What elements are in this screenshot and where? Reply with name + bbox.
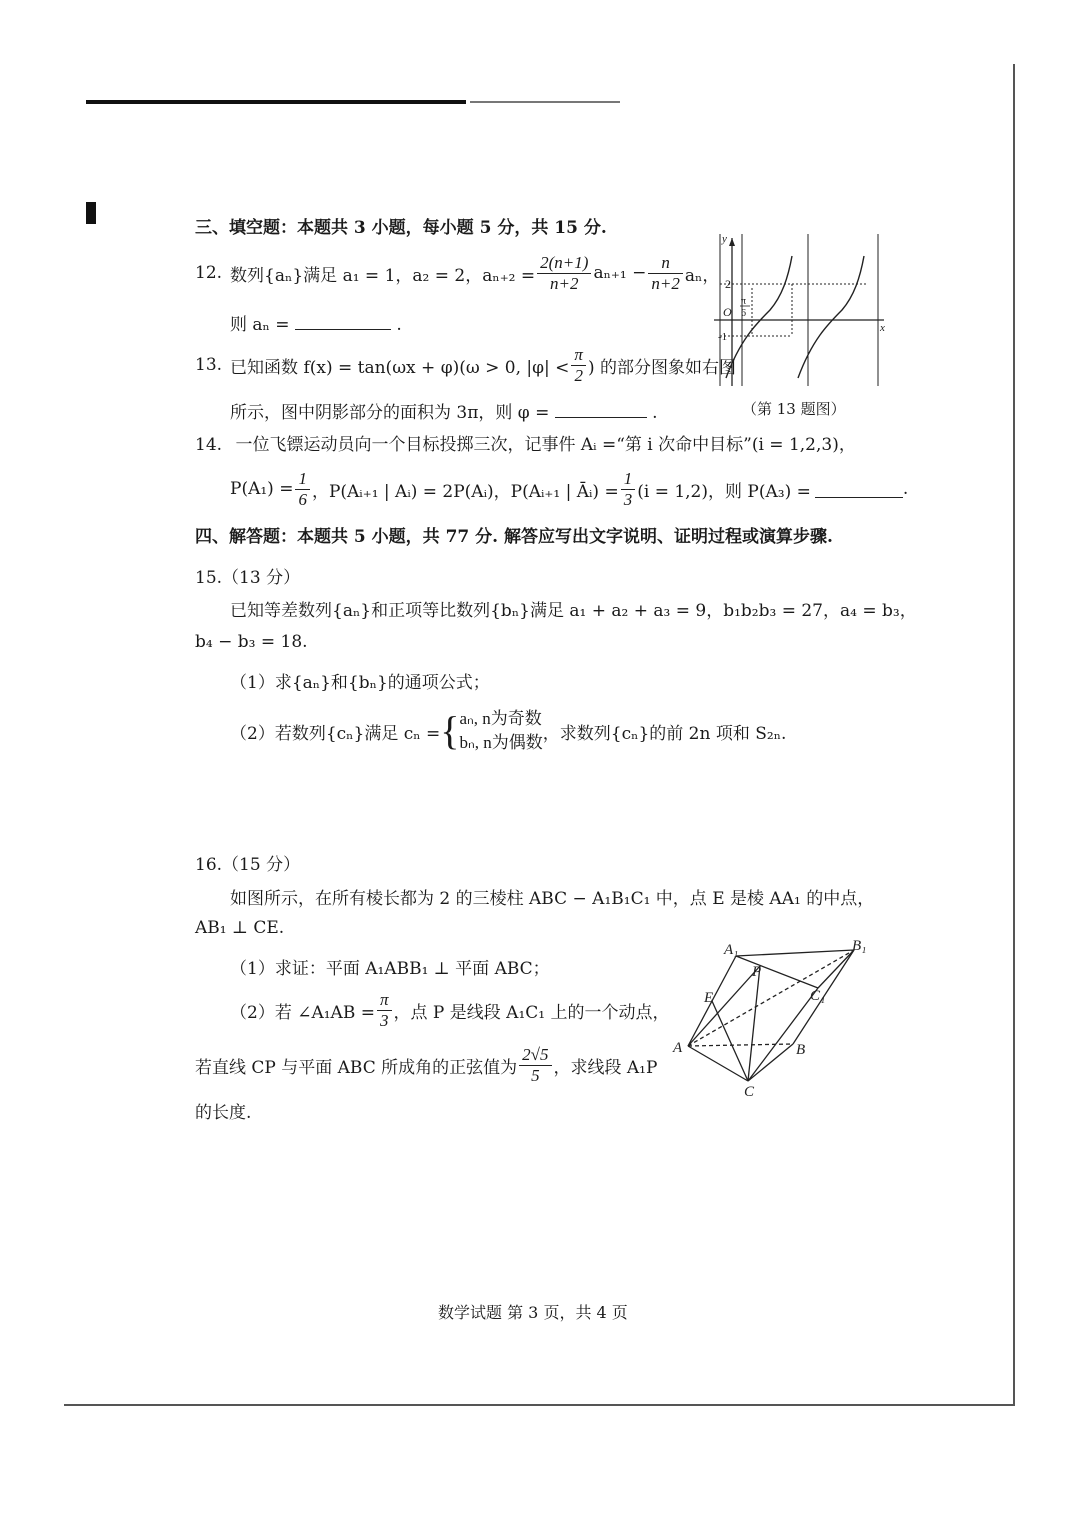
q13-caption: （第 13 题图） [742, 400, 846, 418]
q14-p2-den: 3 [623, 489, 633, 509]
bottom-border [64, 1404, 1015, 1406]
q15-part2-pre: （2）若数列{cₙ}满足 cₙ = [230, 723, 441, 744]
q12-line2: 则 aₙ = [230, 315, 290, 335]
q16-number: 16.（15 分） [195, 855, 301, 875]
q16-part2 [230, 986, 669, 1034]
q13-blank [555, 401, 647, 418]
q16-part2-den: 3 [380, 1010, 389, 1030]
q14-p1-num: 1 [295, 469, 310, 490]
q12-blank [295, 313, 391, 330]
graph-tick-pi: π [741, 296, 747, 307]
q14-mid: ，P(Aᵢ₊₁ | Aᵢ) = 2P(Aᵢ)，P(Aᵢ₊₁ | Āᵢ) = [311, 481, 619, 502]
graph-x-label: x [880, 322, 885, 334]
q12-mid: aₙ₊₁ − [593, 263, 647, 283]
graph-tick-2: 2 [725, 277, 731, 291]
q15-case-odd: aₙ, n为奇数 [459, 709, 542, 728]
q14-fraction-2 [621, 469, 636, 510]
section3-heading: 三、填空题：本题共 3 小题，每小题 5 分，共 15 分. [195, 218, 607, 238]
top-rule-faint [470, 101, 620, 103]
fig-label-C1: C₁ [810, 988, 826, 1004]
q14-tail: (i = 1,2)，则 P(A₃) = [637, 481, 811, 502]
q15-part2 [230, 706, 786, 756]
q13-line2: 所示，图中阴影部分的面积为 3π，则 φ = [230, 403, 550, 423]
q12-frac1-num: 2(n+1) [537, 253, 591, 274]
fig-label-A1: A₁ [724, 942, 739, 958]
q13-text1: 已知函数 f(x) = tan(ωx + φ)(ω > 0, |φ| < [230, 357, 570, 378]
q14-p1-left: P(A₁) = [230, 479, 294, 499]
q16-part2-fraction [377, 990, 392, 1031]
q13-text2: ) 的部分图象如右图 [587, 357, 736, 378]
fig-label-E: E [704, 990, 714, 1006]
q16-line2: AB₁ ⊥ CE. [195, 918, 285, 938]
q16-line5-num: 2√5 [519, 1045, 551, 1066]
q16-part2-post: ，点 P 是线段 A₁C₁ 上的一个动点， [393, 1002, 670, 1023]
q14-line2 [230, 466, 908, 512]
q15-part1: （1）求{aₙ}和{bₙ}的通项公式； [230, 673, 490, 693]
graph-y-label: y [722, 233, 727, 245]
q16-line5 [195, 1040, 657, 1090]
q12-frac2-den: n+2 [651, 273, 680, 293]
q14-p1-den: 6 [298, 489, 307, 509]
fig-label-P: P [752, 964, 762, 980]
q14-fraction-1 [295, 469, 310, 510]
q12-fraction-1 [537, 253, 591, 294]
q14-p2-num: 1 [621, 469, 636, 490]
q13-number: 13. [195, 355, 223, 375]
right-border [1013, 64, 1015, 1406]
q13-frac-den: 2 [574, 365, 583, 385]
q14-end: . [902, 479, 909, 499]
q15-brace: { [440, 708, 460, 753]
q15-case-even: bₙ, n为偶数 [459, 733, 543, 752]
q12-text: 数列{aₙ}满足 a₁ = 1，a₂ = 2，aₙ₊₂ = [230, 265, 536, 286]
fig-label-A: A [673, 1040, 683, 1056]
q15-cases [459, 707, 542, 755]
section4-heading: 四、解答题：本题共 5 小题，共 77 分. 解答应写出文字说明、证明过程或演算步骤. [195, 527, 833, 547]
margin-mark [86, 202, 96, 224]
q13-fraction [571, 345, 586, 386]
question-14 [195, 430, 856, 455]
graph-tick-neg1: -1 [718, 331, 728, 343]
q16-line1: 如图所示，在所有棱长都为 2 的三棱柱 ABC − A₁B₁C₁ 中，点 E 是棱 AA₁ 的中点， [230, 889, 875, 909]
q13-end: . [652, 403, 658, 423]
q16-line5-fraction [519, 1045, 551, 1086]
question-12 [195, 250, 719, 296]
q13-graph [712, 228, 892, 390]
q15-number: 15.（13 分） [195, 568, 301, 588]
q16-prism-figure [668, 936, 888, 1104]
q15-line2: b₄ − b₃ = 18. [195, 632, 308, 652]
q12-frac1-den: n+2 [550, 273, 579, 293]
q16-line5-post: ，求线段 A₁P [553, 1057, 658, 1078]
q16-line5-pre: 若直线 CP 与平面 ABC 所成角的正弦值为 [195, 1057, 518, 1078]
q14-line1: 一位飞镖运动员向一个目标投掷三次，记事件 Aᵢ =“第 i 次命中目标”(i = 1,2,3)， [235, 435, 856, 455]
q12-number: 12. [195, 263, 223, 283]
q12-answer-line [230, 310, 402, 335]
fig-label-B1: B₁ [852, 938, 867, 954]
top-rule [86, 100, 466, 104]
q15-part2-post: ，求数列{cₙ}的前 2n 项和 S₂ₙ. [542, 723, 787, 744]
q15-line1: 已知等差数列{aₙ}和正项等比数列{bₙ}满足 a₁ + a₂ + a₃ = 9，b₁b₂b₃ = 27，a₄ = b₃， [230, 601, 917, 621]
q13-frac-num: π [571, 345, 586, 366]
q16-part2-pre: （2）若 ∠A₁AB = [230, 1002, 375, 1023]
fig-label-C: C [744, 1084, 755, 1100]
page-footer: 数学试题 第 3 页，共 4 页 [438, 1303, 628, 1322]
q16-part2-num: π [377, 990, 392, 1011]
q12-tail: aₙ， [684, 265, 720, 286]
q16-line6: 的长度. [195, 1103, 252, 1123]
fig-label-B: B [796, 1042, 806, 1058]
q16-part1: （1）求证：平面 A₁ABB₁ ⊥ 平面 ABC； [230, 959, 550, 979]
q12-fraction-2 [648, 253, 682, 294]
question-13 [195, 342, 736, 388]
q12-end: . [396, 315, 402, 335]
q13-answer-line [230, 398, 658, 423]
graph-tick-6: 6 [741, 308, 746, 319]
q16-line5-den: 5 [531, 1065, 540, 1085]
q14-number: 14. [195, 435, 223, 455]
q12-frac2-num: n [648, 253, 682, 274]
q14-blank [815, 481, 903, 498]
graph-origin: O [723, 305, 732, 319]
